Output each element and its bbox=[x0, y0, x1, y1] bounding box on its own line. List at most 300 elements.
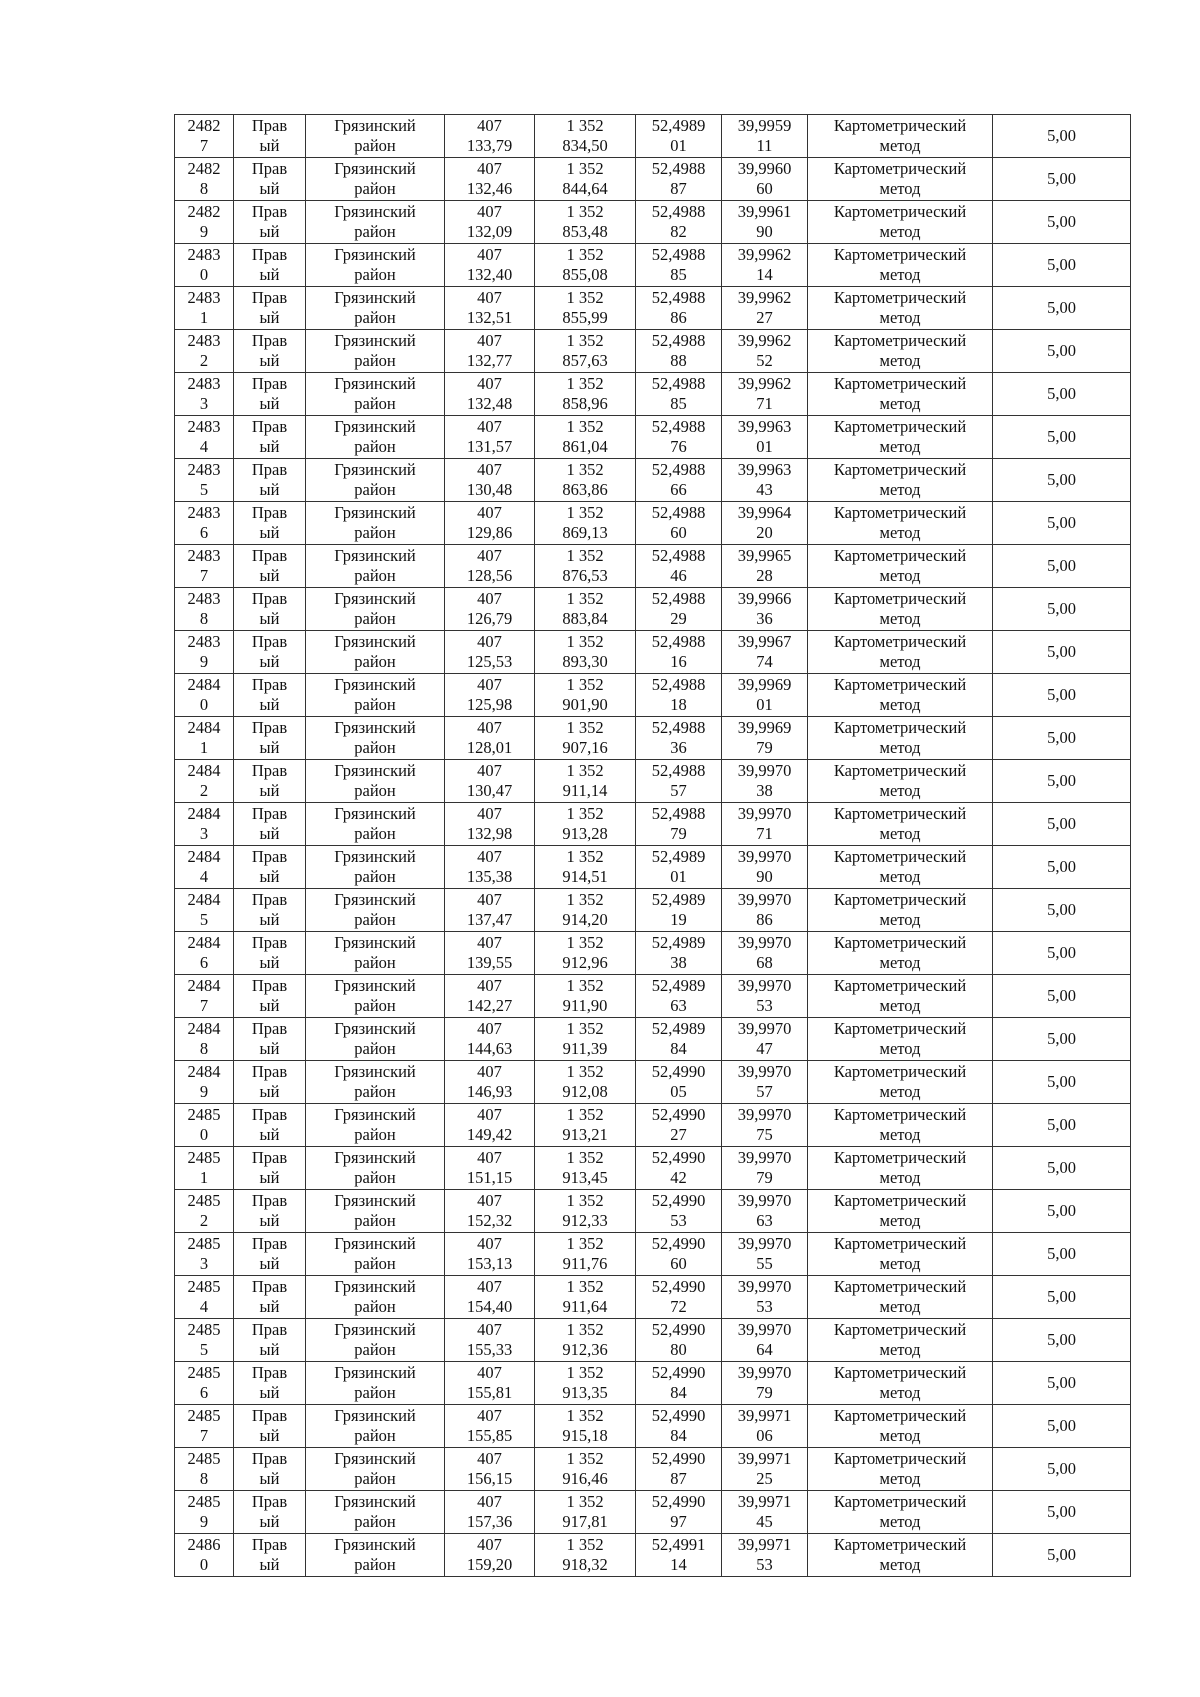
bank-side-cell-line: ый bbox=[259, 1555, 280, 1574]
district-cell-line: Грязинский bbox=[334, 675, 416, 694]
x-coordinate-cell-line: 407 bbox=[477, 503, 502, 522]
district-cell-line: Грязинский bbox=[334, 245, 416, 264]
table-row bbox=[175, 158, 1131, 201]
x-coordinate-cell-line: 407 bbox=[477, 245, 502, 264]
district-cell bbox=[306, 158, 445, 201]
y-coordinate-cell bbox=[535, 1534, 636, 1577]
longitude-cell-line: 71 bbox=[756, 394, 773, 413]
point-number-cell-line: 2485 bbox=[187, 1406, 221, 1425]
accuracy-value-cell-text: 5,00 bbox=[1047, 1115, 1076, 1134]
y-coordinate-cell-line: 911,76 bbox=[562, 1254, 608, 1273]
latitude-cell bbox=[636, 1061, 722, 1104]
bank-side-cell-line: Прав bbox=[251, 1320, 288, 1339]
x-coordinate-cell-line: 407 bbox=[477, 417, 502, 436]
longitude-cell-line: 39,9970 bbox=[737, 933, 792, 952]
bank-side-cell-line: ый bbox=[259, 1082, 280, 1101]
district-cell-line: Грязинский bbox=[334, 761, 416, 780]
y-coordinate-cell bbox=[535, 889, 636, 932]
bank-side-cell bbox=[234, 1405, 306, 1448]
method-cell bbox=[808, 1405, 993, 1448]
bank-side-cell bbox=[234, 1104, 306, 1147]
point-number-cell bbox=[175, 416, 234, 459]
latitude-cell bbox=[636, 1018, 722, 1061]
accuracy-value-cell-text: 5,00 bbox=[1047, 1201, 1076, 1220]
method-cell-line: Картометрический bbox=[833, 288, 967, 307]
longitude-cell-line: 11 bbox=[756, 136, 773, 155]
point-number-cell bbox=[175, 932, 234, 975]
x-coordinate-cell-line: 407 bbox=[477, 1320, 502, 1339]
y-coordinate-cell-line: 855,08 bbox=[562, 265, 608, 284]
accuracy-value-cell bbox=[993, 416, 1131, 459]
point-number-cell-line: 2483 bbox=[187, 374, 221, 393]
point-number-cell-line: 2483 bbox=[187, 503, 221, 522]
x-coordinate-cell bbox=[445, 1104, 535, 1147]
y-coordinate-cell-line: 863,86 bbox=[562, 480, 608, 499]
longitude-cell-line: 38 bbox=[756, 781, 773, 800]
district-cell-line: Грязинский bbox=[334, 546, 416, 565]
longitude-cell bbox=[722, 459, 808, 502]
x-coordinate-cell-line: 407 bbox=[477, 1277, 502, 1296]
table-row bbox=[175, 287, 1131, 330]
latitude-cell-line: 82 bbox=[670, 222, 687, 241]
point-number-cell bbox=[175, 1319, 234, 1362]
method-cell-line: Картометрический bbox=[833, 804, 967, 823]
x-coordinate-cell-line: 407 bbox=[477, 202, 502, 221]
x-coordinate-cell-line: 407 bbox=[477, 1019, 502, 1038]
latitude-cell bbox=[636, 631, 722, 674]
x-coordinate-cell-line: 125,98 bbox=[466, 695, 513, 714]
x-coordinate-cell-line: 156,15 bbox=[466, 1469, 513, 1488]
method-cell bbox=[808, 846, 993, 889]
bank-side-cell bbox=[234, 889, 306, 932]
accuracy-value-cell-text: 5,00 bbox=[1047, 1545, 1076, 1564]
accuracy-value-cell-text: 5,00 bbox=[1047, 1330, 1076, 1349]
longitude-cell-line: 39,9962 bbox=[737, 331, 792, 350]
method-cell-line: Картометрический bbox=[833, 503, 967, 522]
y-coordinate-cell bbox=[535, 115, 636, 158]
table-row bbox=[175, 1104, 1131, 1147]
latitude-cell-line: 52,4988 bbox=[651, 761, 706, 780]
longitude-cell bbox=[722, 717, 808, 760]
x-coordinate-cell bbox=[445, 631, 535, 674]
district-cell bbox=[306, 803, 445, 846]
bank-side-cell-line: Прав bbox=[251, 761, 288, 780]
longitude-cell-line: 39,9970 bbox=[737, 1105, 792, 1124]
latitude-cell-line: 52,4990 bbox=[651, 1492, 706, 1511]
latitude-cell-line: 52,4990 bbox=[651, 1148, 706, 1167]
latitude-cell-line: 52,4989 bbox=[651, 847, 706, 866]
point-number-cell-line: 1 bbox=[199, 308, 209, 327]
district-cell-line: Грязинский bbox=[334, 589, 416, 608]
point-number-cell bbox=[175, 287, 234, 330]
point-number-cell bbox=[175, 1534, 234, 1577]
bank-side-cell bbox=[234, 1018, 306, 1061]
district-cell-line: Грязинский bbox=[334, 890, 416, 909]
district-cell-line: Грязинский bbox=[334, 1105, 416, 1124]
point-number-cell bbox=[175, 1190, 234, 1233]
point-number-cell bbox=[175, 1276, 234, 1319]
accuracy-value-cell-text: 5,00 bbox=[1047, 1502, 1076, 1521]
point-number-cell-line: 3 bbox=[199, 824, 209, 843]
latitude-cell-line: 84 bbox=[670, 1039, 687, 1058]
latitude-cell-line: 52,4990 bbox=[651, 1105, 706, 1124]
bank-side-cell bbox=[234, 631, 306, 674]
table-row bbox=[175, 889, 1131, 932]
y-coordinate-cell-line: 918,32 bbox=[562, 1555, 608, 1574]
y-coordinate-cell-line: 1 352 bbox=[566, 847, 604, 866]
point-number-cell-line: 2485 bbox=[187, 1492, 221, 1511]
accuracy-value-cell bbox=[993, 330, 1131, 373]
latitude-cell-line: 88 bbox=[670, 351, 687, 370]
longitude-cell-line: 39,9970 bbox=[737, 890, 792, 909]
longitude-cell-line: 01 bbox=[756, 695, 773, 714]
latitude-cell bbox=[636, 330, 722, 373]
longitude-cell bbox=[722, 975, 808, 1018]
x-coordinate-cell bbox=[445, 1147, 535, 1190]
table-row bbox=[175, 330, 1131, 373]
method-cell-line: Картометрический bbox=[833, 847, 967, 866]
y-coordinate-cell-line: 1 352 bbox=[566, 804, 604, 823]
longitude-cell bbox=[722, 1147, 808, 1190]
latitude-cell-line: 84 bbox=[670, 1383, 687, 1402]
district-cell-line: район bbox=[354, 867, 396, 886]
method-cell-line: метод bbox=[879, 523, 921, 542]
table-row bbox=[175, 416, 1131, 459]
latitude-cell bbox=[636, 1319, 722, 1362]
bank-side-cell-line: ый bbox=[259, 996, 280, 1015]
point-number-cell bbox=[175, 502, 234, 545]
method-cell-line: Картометрический bbox=[833, 202, 967, 221]
x-coordinate-cell-line: 132,98 bbox=[466, 824, 513, 843]
y-coordinate-cell-line: 858,96 bbox=[562, 394, 608, 413]
method-cell-line: Картометрический bbox=[833, 718, 967, 737]
bank-side-cell-line: Прав bbox=[251, 1492, 288, 1511]
method-cell-line: Картометрический bbox=[833, 1191, 967, 1210]
bank-side-cell-line: ый bbox=[259, 781, 280, 800]
bank-side-cell bbox=[234, 1534, 306, 1577]
bank-side-cell bbox=[234, 1190, 306, 1233]
method-cell-line: метод bbox=[879, 652, 921, 671]
longitude-cell-line: 39,9963 bbox=[737, 460, 792, 479]
district-cell bbox=[306, 1061, 445, 1104]
y-coordinate-cell bbox=[535, 803, 636, 846]
point-number-cell bbox=[175, 373, 234, 416]
x-coordinate-cell bbox=[445, 502, 535, 545]
longitude-cell-line: 39,9970 bbox=[737, 1320, 792, 1339]
accuracy-value-cell bbox=[993, 1190, 1131, 1233]
bank-side-cell bbox=[234, 545, 306, 588]
latitude-cell-line: 84 bbox=[670, 1426, 687, 1445]
accuracy-value-cell bbox=[993, 244, 1131, 287]
method-cell bbox=[808, 760, 993, 803]
bank-side-cell-line: ый bbox=[259, 609, 280, 628]
accuracy-value-cell-text: 5,00 bbox=[1047, 685, 1076, 704]
method-cell bbox=[808, 1491, 993, 1534]
latitude-cell-line: 52,4988 bbox=[651, 675, 706, 694]
latitude-cell-line: 16 bbox=[670, 652, 687, 671]
y-coordinate-cell bbox=[535, 588, 636, 631]
accuracy-value-cell-text: 5,00 bbox=[1047, 1416, 1076, 1435]
accuracy-value-cell-text: 5,00 bbox=[1047, 1459, 1076, 1478]
bank-side-cell-line: Прав bbox=[251, 675, 288, 694]
method-cell-line: Картометрический bbox=[833, 1019, 967, 1038]
district-cell-line: Грязинский bbox=[334, 1062, 416, 1081]
y-coordinate-cell bbox=[535, 631, 636, 674]
bank-side-cell-line: Прав bbox=[251, 1363, 288, 1382]
longitude-cell-line: 14 bbox=[756, 265, 773, 284]
latitude-cell-line: 72 bbox=[670, 1297, 687, 1316]
x-coordinate-cell-line: 130,47 bbox=[466, 781, 513, 800]
longitude-cell-line: 79 bbox=[756, 1168, 773, 1187]
latitude-cell-line: 52,4988 bbox=[651, 460, 706, 479]
table-row bbox=[175, 1319, 1131, 1362]
point-number-cell bbox=[175, 1491, 234, 1534]
longitude-cell bbox=[722, 760, 808, 803]
point-number-cell-line: 2484 bbox=[187, 1019, 221, 1038]
longitude-cell-line: 39,9969 bbox=[737, 718, 792, 737]
y-coordinate-cell-line: 911,39 bbox=[562, 1039, 608, 1058]
latitude-cell bbox=[636, 502, 722, 545]
y-coordinate-cell-line: 1 352 bbox=[566, 417, 604, 436]
x-coordinate-cell-line: 132,46 bbox=[466, 179, 513, 198]
bank-side-cell-line: ый bbox=[259, 1512, 280, 1531]
method-cell-line: Картометрический bbox=[833, 976, 967, 995]
district-cell-line: район bbox=[354, 136, 396, 155]
x-coordinate-cell-line: 407 bbox=[477, 890, 502, 909]
longitude-cell bbox=[722, 1104, 808, 1147]
bank-side-cell bbox=[234, 1276, 306, 1319]
bank-side-cell-line: Прав bbox=[251, 1449, 288, 1468]
x-coordinate-cell bbox=[445, 1491, 535, 1534]
latitude-cell-line: 52,4990 bbox=[651, 1320, 706, 1339]
bank-side-cell-line: ый bbox=[259, 1254, 280, 1273]
x-coordinate-cell-line: 407 bbox=[477, 847, 502, 866]
y-coordinate-cell-line: 1 352 bbox=[566, 159, 604, 178]
point-number-cell-line: 2483 bbox=[187, 417, 221, 436]
y-coordinate-cell-line: 853,48 bbox=[562, 222, 608, 241]
point-number-cell-line: 2486 bbox=[187, 1535, 221, 1554]
district-cell bbox=[306, 631, 445, 674]
longitude-cell-line: 57 bbox=[756, 1082, 773, 1101]
method-cell-line: метод bbox=[879, 867, 921, 886]
bank-side-cell-line: Прав bbox=[251, 245, 288, 264]
district-cell bbox=[306, 459, 445, 502]
longitude-cell-line: 86 bbox=[756, 910, 773, 929]
y-coordinate-cell-line: 1 352 bbox=[566, 245, 604, 264]
accuracy-value-cell-text: 5,00 bbox=[1047, 1287, 1076, 1306]
x-coordinate-cell-line: 144,63 bbox=[466, 1039, 513, 1058]
bank-side-cell-line: ый bbox=[259, 394, 280, 413]
longitude-cell-line: 39,9971 bbox=[737, 1535, 792, 1554]
method-cell-line: метод bbox=[879, 695, 921, 714]
latitude-cell bbox=[636, 674, 722, 717]
method-cell bbox=[808, 115, 993, 158]
method-cell-line: Картометрический bbox=[833, 331, 967, 350]
accuracy-value-cell bbox=[993, 588, 1131, 631]
district-cell bbox=[306, 502, 445, 545]
bank-side-cell-line: ый bbox=[259, 179, 280, 198]
longitude-cell bbox=[722, 1362, 808, 1405]
accuracy-value-cell bbox=[993, 846, 1131, 889]
district-cell-line: район bbox=[354, 1039, 396, 1058]
y-coordinate-cell-line: 1 352 bbox=[566, 675, 604, 694]
longitude-cell bbox=[722, 1061, 808, 1104]
point-number-cell bbox=[175, 115, 234, 158]
bank-side-cell bbox=[234, 932, 306, 975]
method-cell bbox=[808, 1018, 993, 1061]
point-number-cell-line: 8 bbox=[199, 609, 209, 628]
table-row bbox=[175, 803, 1131, 846]
y-coordinate-cell-line: 1 352 bbox=[566, 632, 604, 651]
point-number-cell-line: 2 bbox=[199, 1211, 209, 1230]
point-number-cell-line: 6 bbox=[199, 1383, 209, 1402]
latitude-cell-line: 86 bbox=[670, 308, 687, 327]
latitude-cell bbox=[636, 588, 722, 631]
point-number-cell bbox=[175, 1147, 234, 1190]
x-coordinate-cell bbox=[445, 1061, 535, 1104]
x-coordinate-cell bbox=[445, 760, 535, 803]
y-coordinate-cell bbox=[535, 244, 636, 287]
point-number-cell-line: 2483 bbox=[187, 632, 221, 651]
point-number-cell bbox=[175, 803, 234, 846]
x-coordinate-cell-line: 132,77 bbox=[466, 351, 513, 370]
y-coordinate-cell-line: 855,99 bbox=[562, 308, 608, 327]
latitude-cell bbox=[636, 416, 722, 459]
bank-side-cell bbox=[234, 1233, 306, 1276]
x-coordinate-cell-line: 407 bbox=[477, 675, 502, 694]
method-cell bbox=[808, 1233, 993, 1276]
x-coordinate-cell-line: 407 bbox=[477, 288, 502, 307]
district-cell bbox=[306, 717, 445, 760]
longitude-cell-line: 90 bbox=[756, 222, 773, 241]
bank-side-cell bbox=[234, 803, 306, 846]
district-cell bbox=[306, 932, 445, 975]
latitude-cell-line: 52,4989 bbox=[651, 116, 706, 135]
point-number-cell-line: 2484 bbox=[187, 718, 221, 737]
x-coordinate-cell-line: 407 bbox=[477, 933, 502, 952]
method-cell-line: Картометрический bbox=[833, 460, 967, 479]
latitude-cell-line: 52,4988 bbox=[651, 159, 706, 178]
point-number-cell-line: 5 bbox=[199, 910, 209, 929]
method-cell-line: Картометрический bbox=[833, 1062, 967, 1081]
y-coordinate-cell-line: 1 352 bbox=[566, 589, 604, 608]
longitude-cell-line: 45 bbox=[756, 1512, 773, 1531]
x-coordinate-cell-line: 407 bbox=[477, 1492, 502, 1511]
district-cell-line: район bbox=[354, 695, 396, 714]
accuracy-value-cell-text: 5,00 bbox=[1047, 384, 1076, 403]
latitude-cell-line: 60 bbox=[670, 523, 687, 542]
method-cell-line: метод bbox=[879, 437, 921, 456]
x-coordinate-cell bbox=[445, 846, 535, 889]
method-cell-line: Картометрический bbox=[833, 546, 967, 565]
district-cell-line: район bbox=[354, 480, 396, 499]
x-coordinate-cell bbox=[445, 717, 535, 760]
bank-side-cell-line: Прав bbox=[251, 417, 288, 436]
x-coordinate-cell bbox=[445, 588, 535, 631]
point-number-cell-line: 0 bbox=[199, 1555, 209, 1574]
x-coordinate-cell-line: 130,48 bbox=[466, 480, 513, 499]
accuracy-value-cell bbox=[993, 373, 1131, 416]
method-cell-line: Картометрический bbox=[833, 890, 967, 909]
y-coordinate-cell bbox=[535, 545, 636, 588]
y-coordinate-cell-line: 1 352 bbox=[566, 1234, 604, 1253]
longitude-cell-line: 06 bbox=[756, 1426, 773, 1445]
longitude-cell bbox=[722, 416, 808, 459]
latitude-cell bbox=[636, 846, 722, 889]
x-coordinate-cell-line: 407 bbox=[477, 1105, 502, 1124]
point-number-cell-line: 2484 bbox=[187, 761, 221, 780]
method-cell-line: Картометрический bbox=[833, 933, 967, 952]
latitude-cell bbox=[636, 803, 722, 846]
point-number-cell-line: 2485 bbox=[187, 1191, 221, 1210]
accuracy-value-cell-text: 5,00 bbox=[1047, 642, 1076, 661]
longitude-cell bbox=[722, 1190, 808, 1233]
bank-side-cell bbox=[234, 330, 306, 373]
latitude-cell-line: 85 bbox=[670, 394, 687, 413]
y-coordinate-cell-line: 1 352 bbox=[566, 1062, 604, 1081]
y-coordinate-cell-line: 1 352 bbox=[566, 503, 604, 522]
point-number-cell bbox=[175, 760, 234, 803]
longitude-cell-line: 39,9960 bbox=[737, 159, 792, 178]
x-coordinate-cell-line: 135,38 bbox=[466, 867, 513, 886]
district-cell-line: район bbox=[354, 179, 396, 198]
longitude-cell bbox=[722, 502, 808, 545]
bank-side-cell bbox=[234, 201, 306, 244]
latitude-cell-line: 29 bbox=[670, 609, 687, 628]
y-coordinate-cell-line: 901,90 bbox=[562, 695, 608, 714]
y-coordinate-cell bbox=[535, 1018, 636, 1061]
coordinates-table bbox=[174, 114, 1131, 1577]
method-cell-line: метод bbox=[879, 566, 921, 585]
y-coordinate-cell bbox=[535, 932, 636, 975]
longitude-cell-line: 79 bbox=[756, 738, 773, 757]
longitude-cell bbox=[722, 545, 808, 588]
accuracy-value-cell bbox=[993, 1319, 1131, 1362]
latitude-cell bbox=[636, 717, 722, 760]
longitude-cell-line: 60 bbox=[756, 179, 773, 198]
y-coordinate-cell bbox=[535, 1104, 636, 1147]
point-number-cell-line: 2482 bbox=[187, 202, 221, 221]
bank-side-cell-line: Прав bbox=[251, 804, 288, 823]
accuracy-value-cell bbox=[993, 1061, 1131, 1104]
table-row bbox=[175, 1190, 1131, 1233]
bank-side-cell-line: ый bbox=[259, 1469, 280, 1488]
table-row bbox=[175, 201, 1131, 244]
y-coordinate-cell-line: 1 352 bbox=[566, 460, 604, 479]
accuracy-value-cell bbox=[993, 1018, 1131, 1061]
latitude-cell-line: 27 bbox=[670, 1125, 687, 1144]
longitude-cell-line: 36 bbox=[756, 609, 773, 628]
latitude-cell bbox=[636, 158, 722, 201]
accuracy-value-cell bbox=[993, 115, 1131, 158]
latitude-cell bbox=[636, 1448, 722, 1491]
district-cell-line: район bbox=[354, 996, 396, 1015]
longitude-cell-line: 64 bbox=[756, 1340, 773, 1359]
bank-side-cell-line: Прав bbox=[251, 933, 288, 952]
latitude-cell-line: 80 bbox=[670, 1340, 687, 1359]
accuracy-value-cell bbox=[993, 1147, 1131, 1190]
x-coordinate-cell-line: 407 bbox=[477, 1062, 502, 1081]
method-cell-line: Картометрический bbox=[833, 1105, 967, 1124]
latitude-cell-line: 52,4989 bbox=[651, 890, 706, 909]
method-cell bbox=[808, 416, 993, 459]
bank-side-cell-line: Прав bbox=[251, 503, 288, 522]
x-coordinate-cell-line: 155,81 bbox=[466, 1383, 513, 1402]
table-row bbox=[175, 1233, 1131, 1276]
method-cell-line: метод bbox=[879, 351, 921, 370]
y-coordinate-cell bbox=[535, 502, 636, 545]
longitude-cell-line: 20 bbox=[756, 523, 773, 542]
